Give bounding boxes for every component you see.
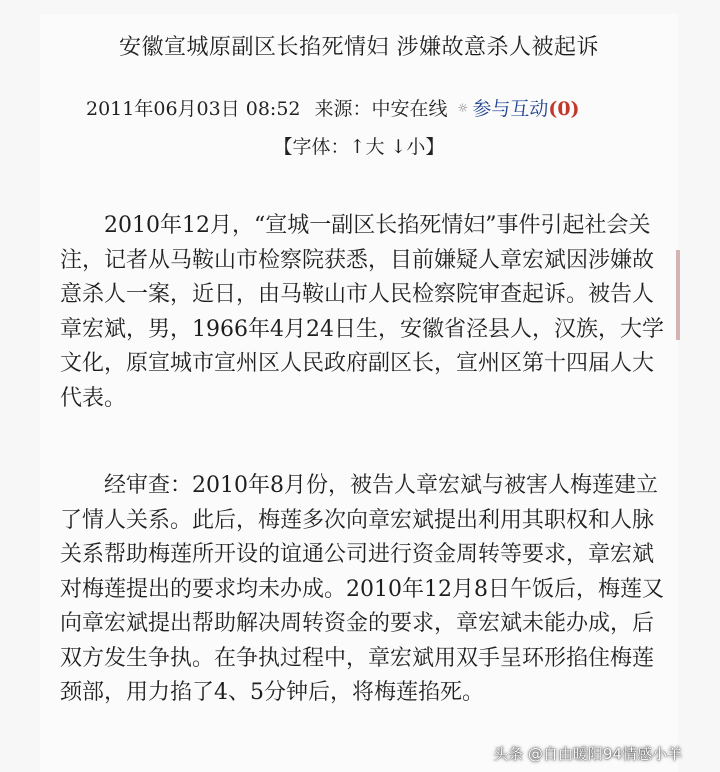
article-meta <box>86 94 580 121</box>
comment-icon: ☼ <box>457 101 469 115</box>
font-size-control <box>40 132 678 159</box>
source-name: 中安在线 <box>371 98 448 120</box>
publish-datetime: 2011年06月03日 08:52 <box>86 98 301 120</box>
font-control-suffix: 】 <box>425 136 445 158</box>
article-paragraph: 2010年12月，“宣城一副区长掐死情妇”事件引起社会关注，记者从马鞍山市检察院获悉，目前嫌疑人章宏斌因涉嫌故意杀人一案，近日，由马鞍山市人民检察院审查起诉。被告人章宏斌，男，1966年4月24日生，安徽省泾县人，汉族，大学文化，原宣城市宣州区人民政府副区长，宣州区第十四届人大代表。 <box>60 213 664 411</box>
scrollbar-edge <box>676 250 680 340</box>
article-container <box>40 14 678 772</box>
interact-link[interactable]: 参与互动 <box>472 98 549 120</box>
font-control-prefix: 【字体： <box>273 136 350 158</box>
source-label: 来源： <box>314 98 372 120</box>
font-smaller-button[interactable]: ↓小 <box>390 136 426 158</box>
font-larger-button[interactable]: ↑大 <box>349 136 385 158</box>
article-paragraph: 经审查：2010年8月份，被告人章宏斌与被害人梅莲建立了情人关系。此后，梅莲多次向章宏斌提出利用其职权和人脉关系帮助梅莲所开设的谊通公司进行资金周转等要求，章宏斌对梅莲提出的要求均未办成。2010年12月8日午饭后，梅莲又向章宏斌提出帮助解决周转资金的要求，章宏斌未能办成，后双方发生争执。在争执过程中，章宏斌用双手呈环形掐住梅莲颈部，用力掐了4、5分钟后，将梅莲掐死。 <box>60 473 664 705</box>
watermark: 头条 @自由暖阳94情感小羊 <box>493 745 682 763</box>
interact-count: (0) <box>548 98 580 120</box>
article-headline: 安徽宣城原副区长掐死情妇 涉嫌故意杀人被起诉 <box>119 35 599 60</box>
